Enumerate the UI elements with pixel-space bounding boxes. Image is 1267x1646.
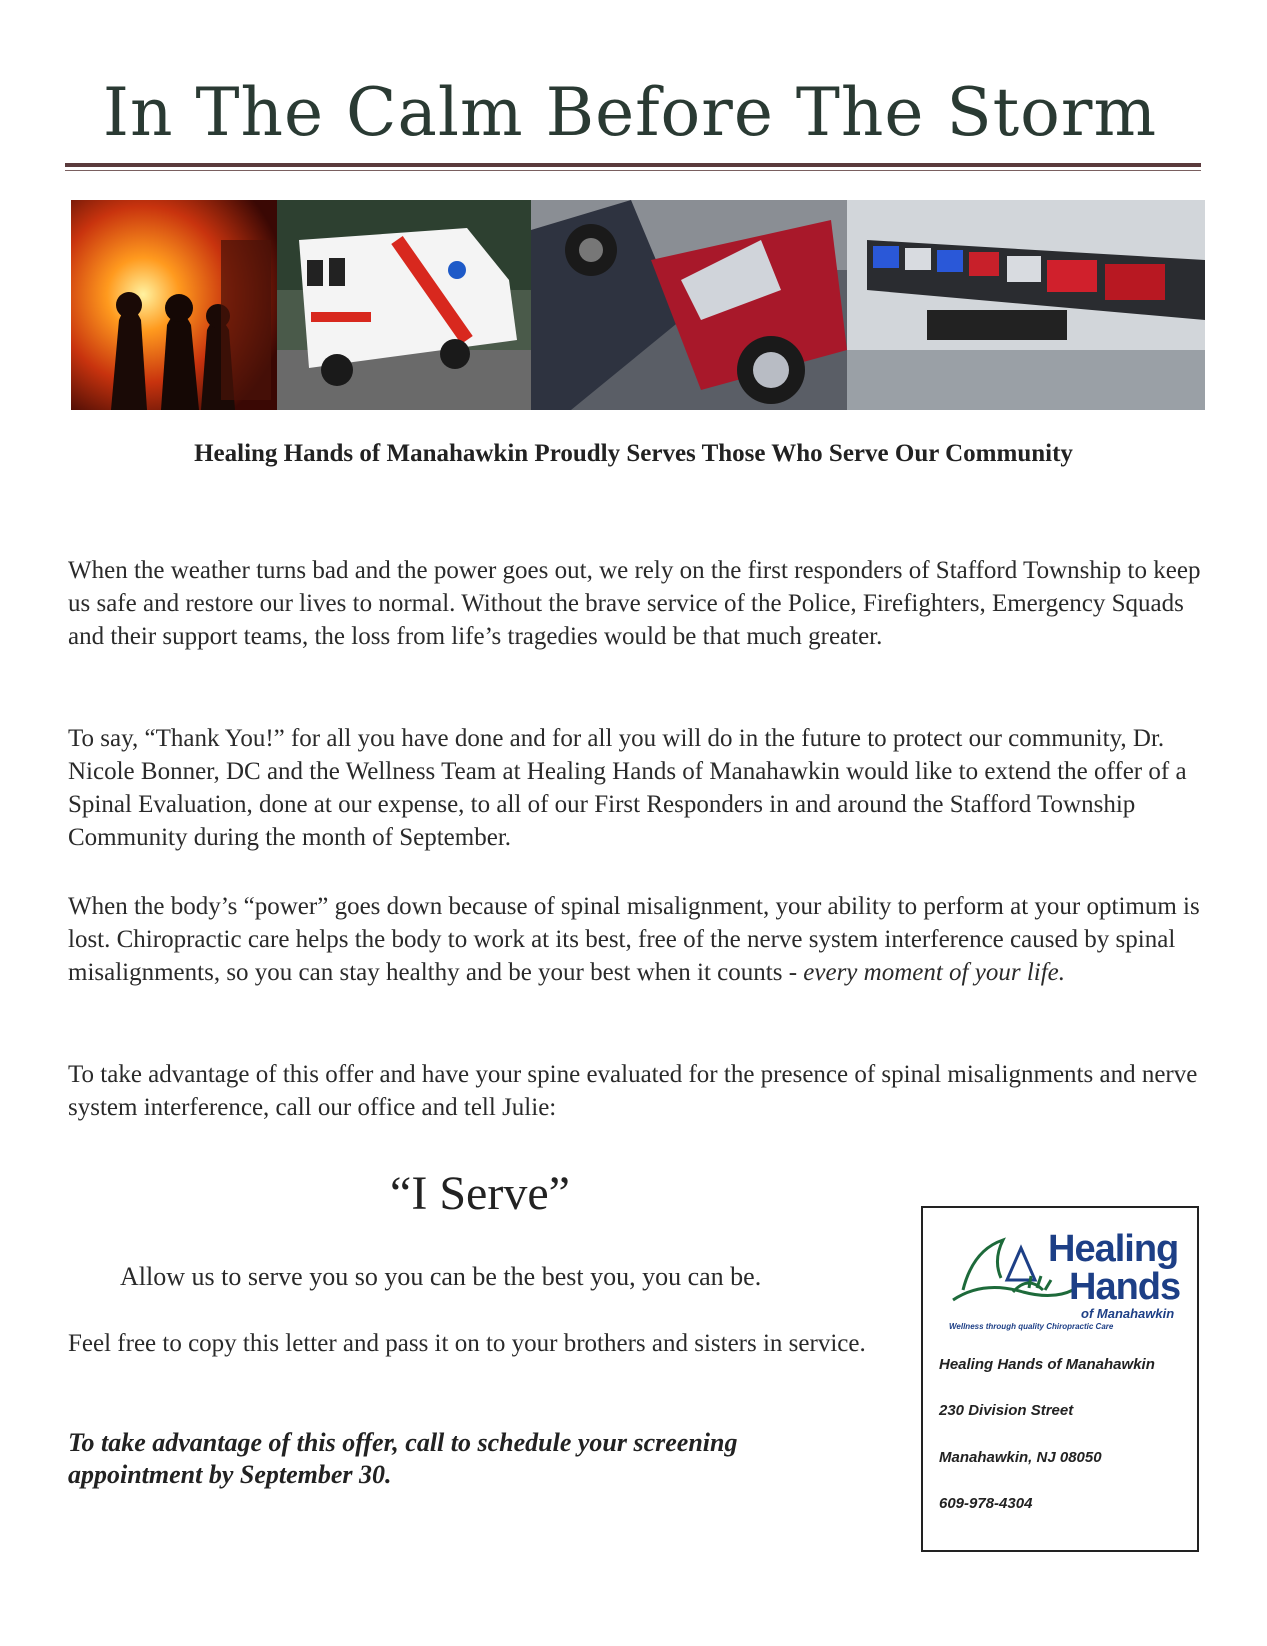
paragraph-chiropractic xyxy=(68,890,1208,989)
logo-tagline: Wellness through quality Chiropractic Care xyxy=(949,1322,1114,1331)
phone-number: 609-978-4304 xyxy=(939,1495,1033,1512)
subtitle: Healing Hands of Manahawkin Proudly Serves Those Who Serve Our Community xyxy=(194,440,1073,467)
copy-note: Feel free to copy this letter and pass it on to your brothers and sisters in service. xyxy=(68,1330,866,1357)
i-serve-quote: “I Serve” xyxy=(390,1167,570,1220)
title-divider xyxy=(65,163,1201,167)
city-state-zip: Manahawkin, NJ 08050 xyxy=(939,1449,1102,1466)
ambulance-photo xyxy=(277,200,531,410)
photo-banner xyxy=(71,200,1205,410)
logo-word-healing: Healing xyxy=(1048,1228,1179,1270)
logo-word-hands: Hands xyxy=(1069,1266,1181,1308)
logo-subtitle: of Manahawkin xyxy=(1081,1306,1175,1321)
call-to-action: To take advantage of this offer, call to schedule your screening appointment by September 30. xyxy=(68,1428,738,1489)
firefighters-photo xyxy=(71,200,277,410)
police-lightbar-photo xyxy=(847,200,1205,410)
page-title: In The Calm Before The Storm xyxy=(102,74,1158,151)
paragraph-offer: To say, “Thank You!” for all you have done and for all you will do in the future to protect our community, Dr. Nicole Bonner, DC and the Wellness Team at Healing Hands of Manahawkin would like to extend the offer of a Spinal Evaluation, done at our expense, to all of our First Responders in and around the Stafford Township Community during the month of September. xyxy=(68,725,1187,851)
title-divider-thin xyxy=(65,170,1201,171)
paragraph-chiropractic-emphasis: every moment of your life. xyxy=(803,959,1065,986)
paragraph-chiropractic-text: When the body’s “power” goes down because of spinal misalignment, your ability to perform at your optimum is lost. Chiropractic care helps the body to work at its best, free of the nerve system interference caused by spinal misalignments, so you can stay healthy and be your best when it counts - xyxy=(68,893,1200,986)
business-name: Healing Hands of Manahawkin xyxy=(939,1356,1155,1373)
street-address: 230 Division Street xyxy=(939,1402,1074,1419)
contact-card xyxy=(921,1206,1199,1552)
paragraph-call-office: To take advantage of this offer and have your spine evaluated for the presence of spinal misalignments and nerve system interference, call our office and tell Julie: xyxy=(68,1061,1198,1121)
paragraph-first-responders: When the weather turns bad and the power goes out, we rely on the first responders of Stafford Township to keep us safe and restore our lives to normal. Without the brave service of the Police, Firefighters, Emergency Squads and their support teams, the loss from life’s tragedies would be that much greater. xyxy=(68,557,1201,650)
car-crash-photo xyxy=(531,200,847,410)
tagline: Allow us to serve you so you can be the best you, you can be. xyxy=(120,1262,762,1291)
healing-hands-logo xyxy=(943,1222,1183,1332)
